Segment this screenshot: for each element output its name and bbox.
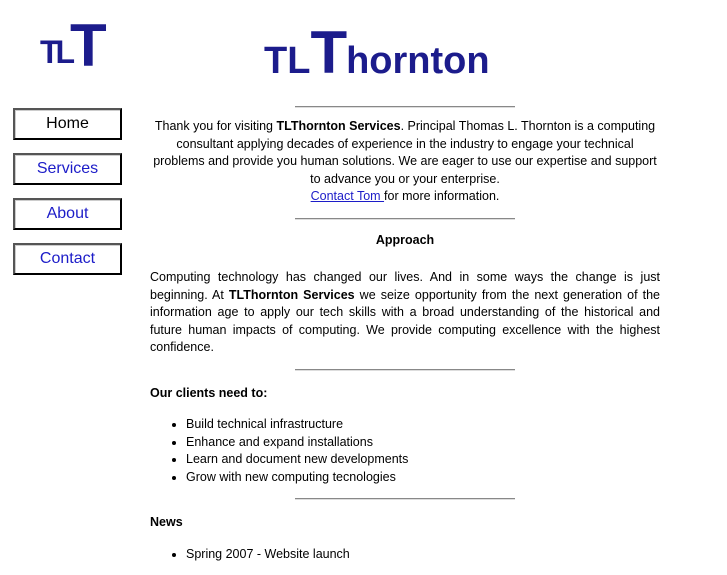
site-title-cap: T [310,19,347,86]
nav-contact-button[interactable]: Contact [13,243,122,275]
site-title-rest: hornton [346,40,490,82]
divider [295,369,515,371]
clients-heading: Our clients need to: [150,385,268,400]
list-item: • Spring 2007 - Website launch [186,546,660,564]
intro-text-pre: Thank you for visiting [154,119,277,133]
site-logo [40,12,110,79]
main-content [150,100,660,575]
site-title [264,18,490,87]
nav-services-button[interactable]: Services [13,153,122,185]
contact-tom-link[interactable]: Contact Tom [310,189,385,203]
list-item: • Learn and document new developments [186,451,660,469]
contact-text-post: for more information. [384,189,500,203]
intro-paragraph [150,118,660,206]
approach-text-pre: Computing technology has changed our lives. And in some ways the change is just beginning. At [150,270,660,302]
approach-paragraph [150,269,660,357]
intro-brand: TLThornton Services [276,119,401,133]
main-nav [13,108,122,288]
list-item: • Build technical infrastructure [186,416,660,434]
list-item: • Enhance and expand installations [186,434,660,452]
logo-lt-text: TL [40,34,72,70]
divider [295,498,515,500]
approach-brand: TLThornton Services [228,287,355,302]
logo-t-text: T [70,12,107,79]
intro-text-post: . Principal Thomas L. Thornton is a computing consultant applying decades of experience in the industry to engage your technical problems and provide you human solutions. We are eager to use our expertise and support to advance you or your enterprise. [153,119,657,186]
news-heading: News [150,515,183,529]
nav-about-button[interactable]: About [13,198,122,230]
divider [295,218,515,220]
divider [295,106,515,108]
news-list [150,546,660,564]
approach-text-post: we seize opportunity from the next generation of the information age to apply our tech skills with a broad understanding of the historical and future human impacts of computing. We provide computing excellence with the highest confidence. [150,287,660,354]
clients-list [150,416,660,486]
site-title-tl: TL [264,40,311,82]
list-item: • Grow with new computing tecnologies [186,469,660,487]
approach-heading: Approach [375,232,435,247]
nav-home-button[interactable]: Home [13,108,122,140]
